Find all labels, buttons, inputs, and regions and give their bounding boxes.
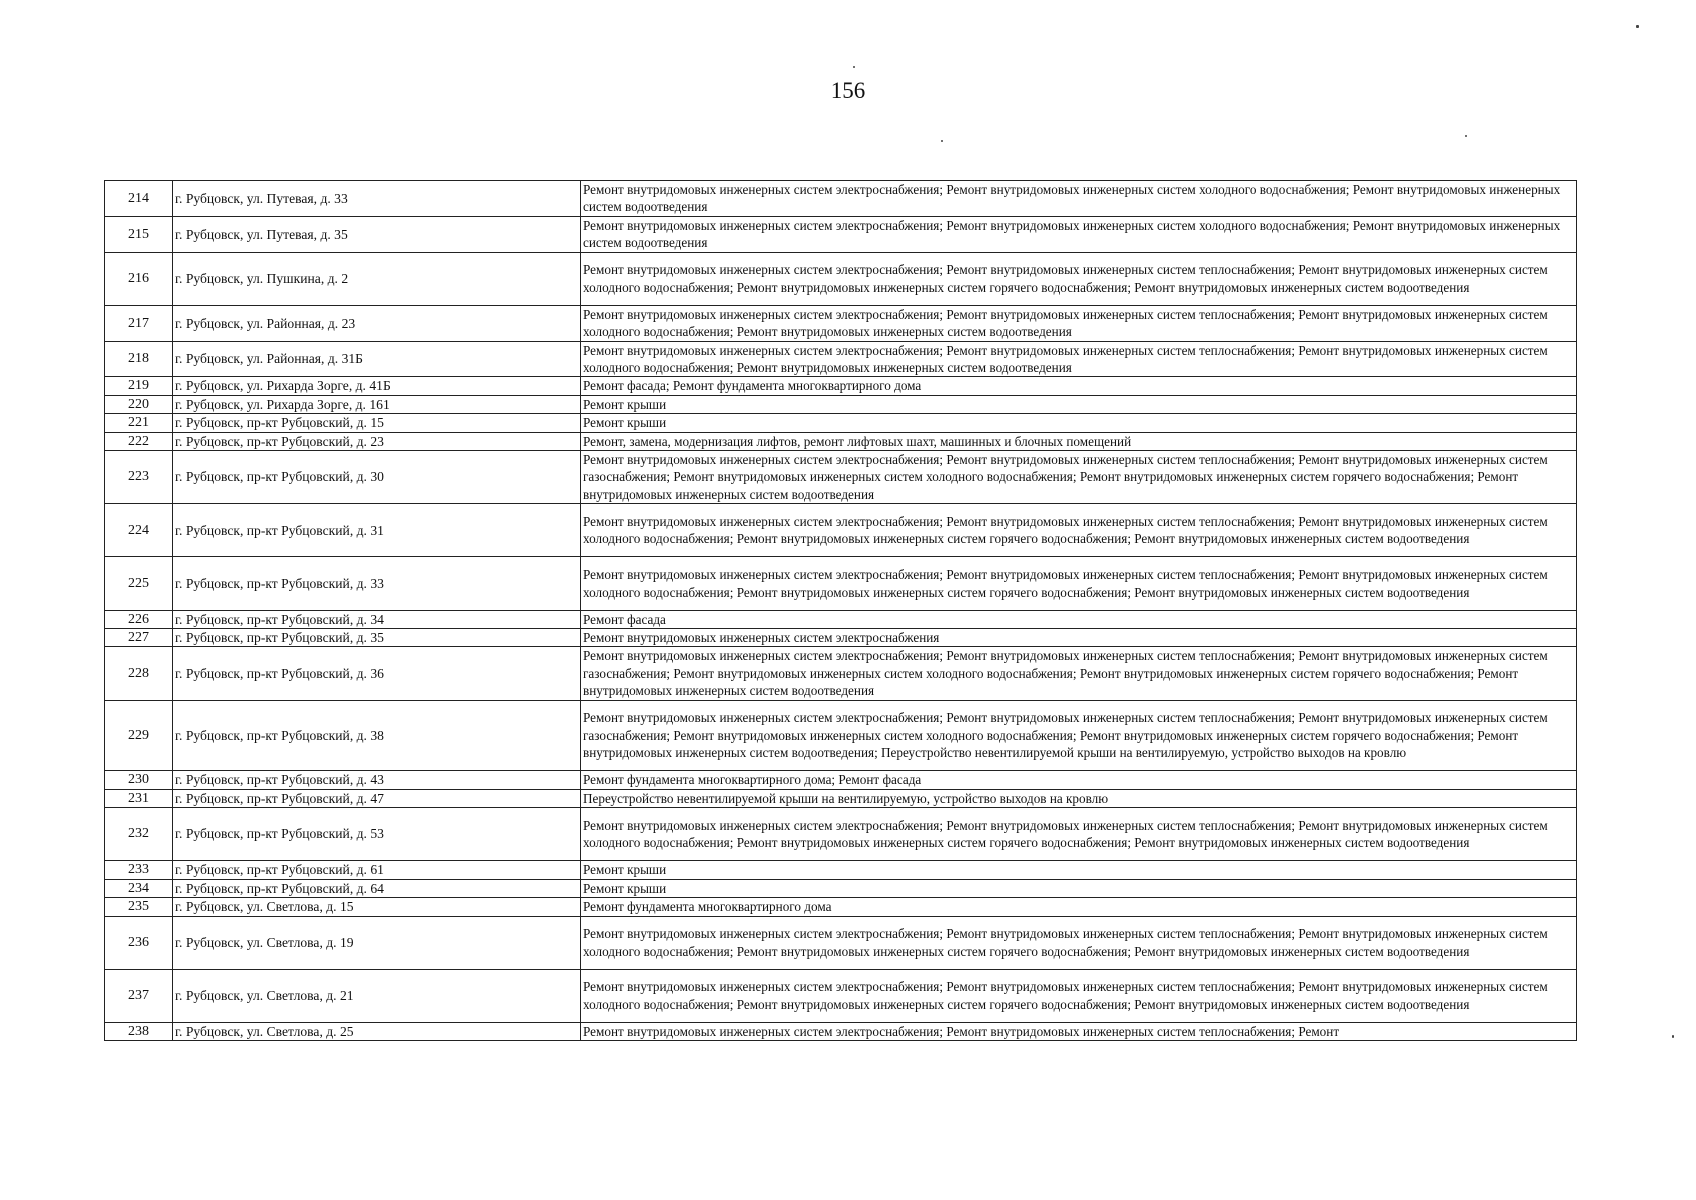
table-row — [105, 305, 1577, 341]
row-number: 214 — [105, 181, 173, 217]
row-number: 224 — [105, 504, 173, 557]
row-address: г. Рубцовск, ул. Рихарда Зорге, д. 41Б — [173, 377, 581, 395]
row-address: г. Рубцовск, пр-кт Рубцовский, д. 30 — [173, 451, 581, 504]
row-work-types: Переустройство невентилируемой крыши на вентилируемую, устройство выходов на кровлю — [581, 789, 1577, 807]
row-number: 231 — [105, 789, 173, 807]
table-row — [105, 395, 1577, 413]
row-address: г. Рубцовск, ул. Путевая, д. 35 — [173, 216, 581, 252]
row-number: 229 — [105, 700, 173, 771]
table-row — [105, 557, 1577, 610]
row-number: 217 — [105, 305, 173, 341]
row-number: 227 — [105, 629, 173, 647]
row-number: 233 — [105, 861, 173, 879]
row-address: г. Рубцовск, ул. Светлова, д. 25 — [173, 1022, 581, 1040]
row-work-types: Ремонт фасада — [581, 610, 1577, 628]
row-number: 235 — [105, 898, 173, 916]
row-work-types: Ремонт фундамента многоквартирного дома — [581, 898, 1577, 916]
table-row — [105, 898, 1577, 916]
page-number: 156 — [830, 78, 866, 103]
table-row — [105, 504, 1577, 557]
row-address: г. Рубцовск, ул. Районная, д. 23 — [173, 305, 581, 341]
row-work-types: Ремонт внутридомовых инженерных систем электроснабжения; Ремонт внутридомовых инженерных систем теплоснабжения; Ремонт внутридомовых инженерных систем холодного водоснабжения; Ремонт внутридомовых инженерных систем горячего водоснабжения; Ремонт внутридомовых инженерных систем водоотведения — [581, 504, 1577, 557]
row-work-types: Ремонт внутридомовых инженерных систем электроснабжения; Ремонт внутридомовых инженерных систем теплоснабжения; Ремонт внутридомовых инженерных систем холодного водоснабжения; Ремонт внутридомовых инженерных систем горячего водоснабжения; Ремонт внутридомовых инженерных систем водоотведения — [581, 808, 1577, 861]
row-address: г. Рубцовск, пр-кт Рубцовский, д. 15 — [173, 414, 581, 432]
row-address: г. Рубцовск, ул. Светлова, д. 21 — [173, 969, 581, 1022]
table-row — [105, 647, 1577, 700]
row-address: г. Рубцовск, ул. Районная, д. 31Б — [173, 341, 581, 377]
row-work-types: Ремонт внутридомовых инженерных систем электроснабжения; Ремонт внутридомовых инженерных систем теплоснабжения; Ремонт внутридомовых инженерных систем газоснабжения; Ремонт внутридомовых инженерных систем холодного водоснабжения; Ремонт внутридомовых инженерных систем горячего водоснабжения; Ремонт внутридомовых инженерных систем водоотведения; Переустройство невентилируемой крыши на вентилируемую, устройство выходов на кровлю — [581, 700, 1577, 771]
row-address: г. Рубцовск, пр-кт Рубцовский, д. 43 — [173, 771, 581, 789]
table-row — [105, 916, 1577, 969]
row-number: 230 — [105, 771, 173, 789]
row-address: г. Рубцовск, пр-кт Рубцовский, д. 36 — [173, 647, 581, 700]
row-work-types: Ремонт внутридомовых инженерных систем электроснабжения; Ремонт внутридомовых инженерных систем теплоснабжения; Ремонт внутридомовых инженерных систем холодного водоснабжения; Ремонт внутридомовых инженерных систем горячего водоснабжения; Ремонт внутридомовых инженерных систем водоотведения — [581, 916, 1577, 969]
table-row — [105, 861, 1577, 879]
row-work-types: Ремонт внутридомовых инженерных систем электроснабжения; Ремонт внутридомовых инженерных систем теплоснабжения; Ремонт внутридомовых инженерных систем холодного водоснабжения; Ремонт внутридомовых инженерных систем горячего водоснабжения; Ремонт внутридомовых инженерных систем водоотведения — [581, 969, 1577, 1022]
table-row — [105, 377, 1577, 395]
row-address: г. Рубцовск, ул. Путевая, д. 33 — [173, 181, 581, 217]
table-row — [105, 341, 1577, 377]
repair-registry-table — [104, 180, 1577, 1041]
row-number: 215 — [105, 216, 173, 252]
row-address: г. Рубцовск, ул. Светлова, д. 19 — [173, 916, 581, 969]
row-number: 225 — [105, 557, 173, 610]
row-work-types: Ремонт внутридомовых инженерных систем электроснабжения; Ремонт внутридомовых инженерных систем теплоснабжения; Ремонт внутридомовых инженерных систем холодного водоснабжения; Ремонт внутридомовых инженерных систем горячего водоснабжения; Ремонт внутридомовых инженерных систем водоотведения — [581, 252, 1577, 305]
row-work-types: Ремонт, замена, модернизация лифтов, ремонт лифтовых шахт, машинных и блочных помещений — [581, 432, 1577, 450]
row-number: 234 — [105, 879, 173, 897]
row-number: 237 — [105, 969, 173, 1022]
table-row — [105, 414, 1577, 432]
row-number: 216 — [105, 252, 173, 305]
row-number: 228 — [105, 647, 173, 700]
row-work-types: Ремонт внутридомовых инженерных систем электроснабжения; Ремонт внутридомовых инженерных систем теплоснабжения; Ремонт — [581, 1022, 1577, 1040]
scan-speck — [941, 140, 943, 142]
row-address: г. Рубцовск, пр-кт Рубцовский, д. 34 — [173, 610, 581, 628]
row-number: 236 — [105, 916, 173, 969]
row-work-types: Ремонт внутридомовых инженерных систем электроснабжения; Ремонт внутридомовых инженерных систем теплоснабжения; Ремонт внутридомовых инженерных систем газоснабжения; Ремонт внутридомовых инженерных систем холодного водоснабжения; Ремонт внутридомовых инженерных систем горячего водоснабжения; Ремонт внутридомовых инженерных систем водоотведения — [581, 451, 1577, 504]
table-row — [105, 610, 1577, 628]
row-number: 223 — [105, 451, 173, 504]
table-row — [105, 252, 1577, 305]
table-row — [105, 629, 1577, 647]
row-address: г. Рубцовск, пр-кт Рубцовский, д. 64 — [173, 879, 581, 897]
table-row — [105, 771, 1577, 789]
row-address: г. Рубцовск, ул. Пушкина, д. 2 — [173, 252, 581, 305]
row-work-types: Ремонт внутридомовых инженерных систем электроснабжения; Ремонт внутридомовых инженерных систем теплоснабжения; Ремонт внутридомовых инженерных систем холодного водоснабжения; Ремонт внутридомовых инженерных систем горячего водоснабжения; Ремонт внутридомовых инженерных систем водоотведения — [581, 557, 1577, 610]
row-work-types: Ремонт внутридомовых инженерных систем электроснабжения; Ремонт внутридомовых инженерных систем холодного водоснабжения; Ремонт внутридомовых инженерных систем водоотведения — [581, 181, 1577, 217]
row-address: г. Рубцовск, пр-кт Рубцовский, д. 47 — [173, 789, 581, 807]
row-work-types: Ремонт крыши — [581, 861, 1577, 879]
row-address: г. Рубцовск, пр-кт Рубцовский, д. 33 — [173, 557, 581, 610]
registry-body — [105, 181, 1577, 1041]
table-row — [105, 879, 1577, 897]
table-row — [105, 181, 1577, 217]
table-row — [105, 808, 1577, 861]
row-address: г. Рубцовск, пр-кт Рубцовский, д. 61 — [173, 861, 581, 879]
scan-speck — [1465, 135, 1467, 137]
table-row — [105, 1022, 1577, 1040]
row-address: г. Рубцовск, пр-кт Рубцовский, д. 35 — [173, 629, 581, 647]
row-address: г. Рубцовск, пр-кт Рубцовский, д. 53 — [173, 808, 581, 861]
row-number: 220 — [105, 395, 173, 413]
row-number: 219 — [105, 377, 173, 395]
row-address: г. Рубцовск, пр-кт Рубцовский, д. 31 — [173, 504, 581, 557]
scan-speck — [1672, 1035, 1674, 1038]
row-address: г. Рубцовск, пр-кт Рубцовский, д. 23 — [173, 432, 581, 450]
row-work-types: Ремонт внутридомовых инженерных систем электроснабжения; Ремонт внутридомовых инженерных систем холодного водоснабжения; Ремонт внутридомовых инженерных систем водоотведения — [581, 216, 1577, 252]
table-row — [105, 700, 1577, 771]
row-number: 222 — [105, 432, 173, 450]
row-work-types: Ремонт крыши — [581, 395, 1577, 413]
row-work-types: Ремонт крыши — [581, 879, 1577, 897]
row-number: 221 — [105, 414, 173, 432]
row-number: 232 — [105, 808, 173, 861]
row-number: 226 — [105, 610, 173, 628]
table-row — [105, 216, 1577, 252]
row-address: г. Рубцовск, ул. Светлова, д. 15 — [173, 898, 581, 916]
row-number: 218 — [105, 341, 173, 377]
row-work-types: Ремонт фундамента многоквартирного дома; Ремонт фасада — [581, 771, 1577, 789]
table-row — [105, 789, 1577, 807]
row-work-types: Ремонт внутридомовых инженерных систем электроснабжения; Ремонт внутридомовых инженерных систем теплоснабжения; Ремонт внутридомовых инженерных систем газоснабжения; Ремонт внутридомовых инженерных систем холодного водоснабжения; Ремонт внутридомовых инженерных систем горячего водоснабжения; Ремонт внутридомовых инженерных систем водоотведения — [581, 647, 1577, 700]
table-row — [105, 969, 1577, 1022]
row-address: г. Рубцовск, ул. Рихарда Зорге, д. 161 — [173, 395, 581, 413]
row-work-types: Ремонт фасада; Ремонт фундамента многоквартирного дома — [581, 377, 1577, 395]
row-work-types: Ремонт внутридомовых инженерных систем электроснабжения — [581, 629, 1577, 647]
scan-speck — [853, 66, 855, 68]
scan-speck — [1636, 25, 1639, 28]
row-work-types: Ремонт внутридомовых инженерных систем электроснабжения; Ремонт внутридомовых инженерных систем теплоснабжения; Ремонт внутридомовых инженерных систем холодного водоснабжения; Ремонт внутридомовых инженерных систем водоотведения — [581, 341, 1577, 377]
row-number: 238 — [105, 1022, 173, 1040]
row-work-types: Ремонт внутридомовых инженерных систем электроснабжения; Ремонт внутридомовых инженерных систем теплоснабжения; Ремонт внутридомовых инженерных систем холодного водоснабжения; Ремонт внутридомовых инженерных систем водоотведения — [581, 305, 1577, 341]
table-row — [105, 451, 1577, 504]
row-work-types: Ремонт крыши — [581, 414, 1577, 432]
row-address: г. Рубцовск, пр-кт Рубцовский, д. 38 — [173, 700, 581, 771]
table-row — [105, 432, 1577, 450]
